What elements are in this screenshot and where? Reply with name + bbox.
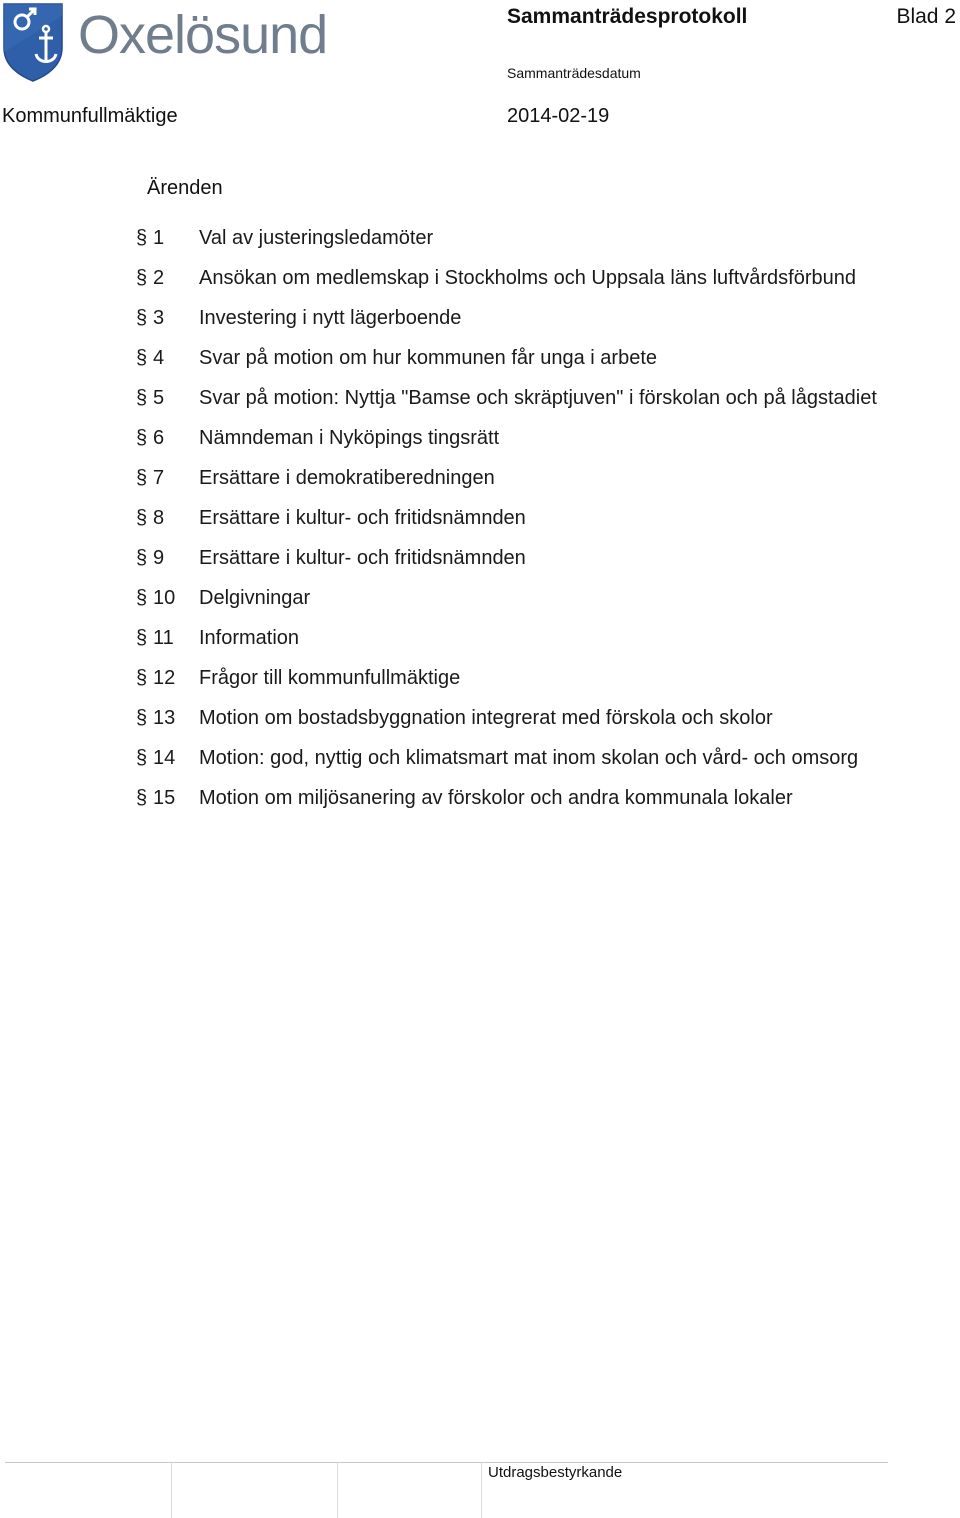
agenda-item-title: Investering i nytt lägerboende <box>199 307 462 329</box>
agenda-item-number: 15 <box>153 787 176 809</box>
agenda-item-number: 13 <box>153 707 176 729</box>
agenda-item-title: Ersättare i kultur- och fritidsnämnden <box>199 507 526 529</box>
paragraph-sign: § <box>136 347 148 369</box>
signature-box-divider <box>337 1463 338 1518</box>
agenda-item-number: 4 <box>153 347 165 369</box>
agenda-item-number: 14 <box>153 747 176 769</box>
agenda-item-number: 10 <box>153 587 176 609</box>
agenda-item-title: Svar på motion om hur kommunen får unga i arbete <box>199 347 658 369</box>
sheet-number: Blad 2 <box>896 5 956 28</box>
agenda-item-number: 3 <box>153 307 165 329</box>
paragraph-sign: § <box>136 467 148 489</box>
paragraph-sign: § <box>136 507 148 529</box>
agenda-item-title: Motion om miljösanering av förskolor och andra kommunala lokaler <box>199 787 793 809</box>
paragraph-sign: § <box>136 427 148 449</box>
agenda-item-title: Svar på motion: Nyttja "Bamse och skräptjuven" i förskolan och på lågstadiet <box>199 387 877 409</box>
signature-box-divider <box>481 1463 482 1518</box>
extract-certification-label: Utdragsbestyrkande <box>488 1464 623 1481</box>
paragraph-sign: § <box>136 667 148 689</box>
agenda-item-title: Val av justeringsledamöter <box>199 227 434 249</box>
agenda-item-number: 5 <box>153 387 165 409</box>
coat-of-arms-icon <box>2 2 64 82</box>
agenda-item-number: 9 <box>153 547 165 569</box>
agenda-item-title: Ersättare i demokratiberedningen <box>199 467 495 489</box>
agenda-item-title: Ersättare i kultur- och fritidsnämnden <box>199 547 526 569</box>
agenda-item-title: Delgivningar <box>199 587 311 609</box>
agenda-item-number: 6 <box>153 427 165 449</box>
document-title: Sammanträdesprotokoll <box>507 5 748 28</box>
paragraph-sign: § <box>136 387 148 409</box>
agenda-item-number: 8 <box>153 507 165 529</box>
signature-box-divider <box>171 1463 172 1518</box>
municipality-logo <box>0 2 345 82</box>
meeting-date-label: Sammanträdesdatum <box>507 65 641 81</box>
agenda-item-number: 2 <box>153 267 165 289</box>
agenda-item-title: Motion om bostadsbyggnation integrerat med förskola och skolor <box>199 707 773 729</box>
paragraph-sign: § <box>136 627 148 649</box>
footer-divider <box>5 1462 888 1463</box>
paragraph-sign: § <box>136 587 148 609</box>
paragraph-sign: § <box>136 267 148 289</box>
agenda-item-title: Ansökan om medlemskap i Stockholms och Uppsala läns luftvårdsförbund <box>199 267 856 289</box>
paragraph-sign: § <box>136 307 148 329</box>
agenda-item-number: 11 <box>153 627 174 649</box>
agenda-item-number: 1 <box>153 227 165 249</box>
agenda-item-title: Motion: god, nyttig och klimatsmart mat inom skolan och vård- och omsorg <box>199 747 859 769</box>
agenda-item-number: 12 <box>153 667 176 689</box>
agenda-item-title: Frågor till kommunfullmäktige <box>199 667 461 689</box>
agenda-item-number: 7 <box>153 467 165 489</box>
paragraph-sign: § <box>136 747 148 769</box>
section-heading: Ärenden <box>147 177 223 199</box>
agenda-item-title: Information <box>199 627 300 649</box>
agenda-item-title: Nämndeman i Nyköpings tingsrätt <box>199 427 500 449</box>
paragraph-sign: § <box>136 707 148 729</box>
paragraph-sign: § <box>136 547 148 569</box>
paragraph-sign: § <box>136 787 148 809</box>
assembly-name: Kommunfullmäktige <box>2 105 178 127</box>
paragraph-sign: § <box>136 227 148 249</box>
meeting-date: 2014-02-19 <box>507 105 610 127</box>
logo-wordmark: Oxelösund <box>78 5 328 65</box>
